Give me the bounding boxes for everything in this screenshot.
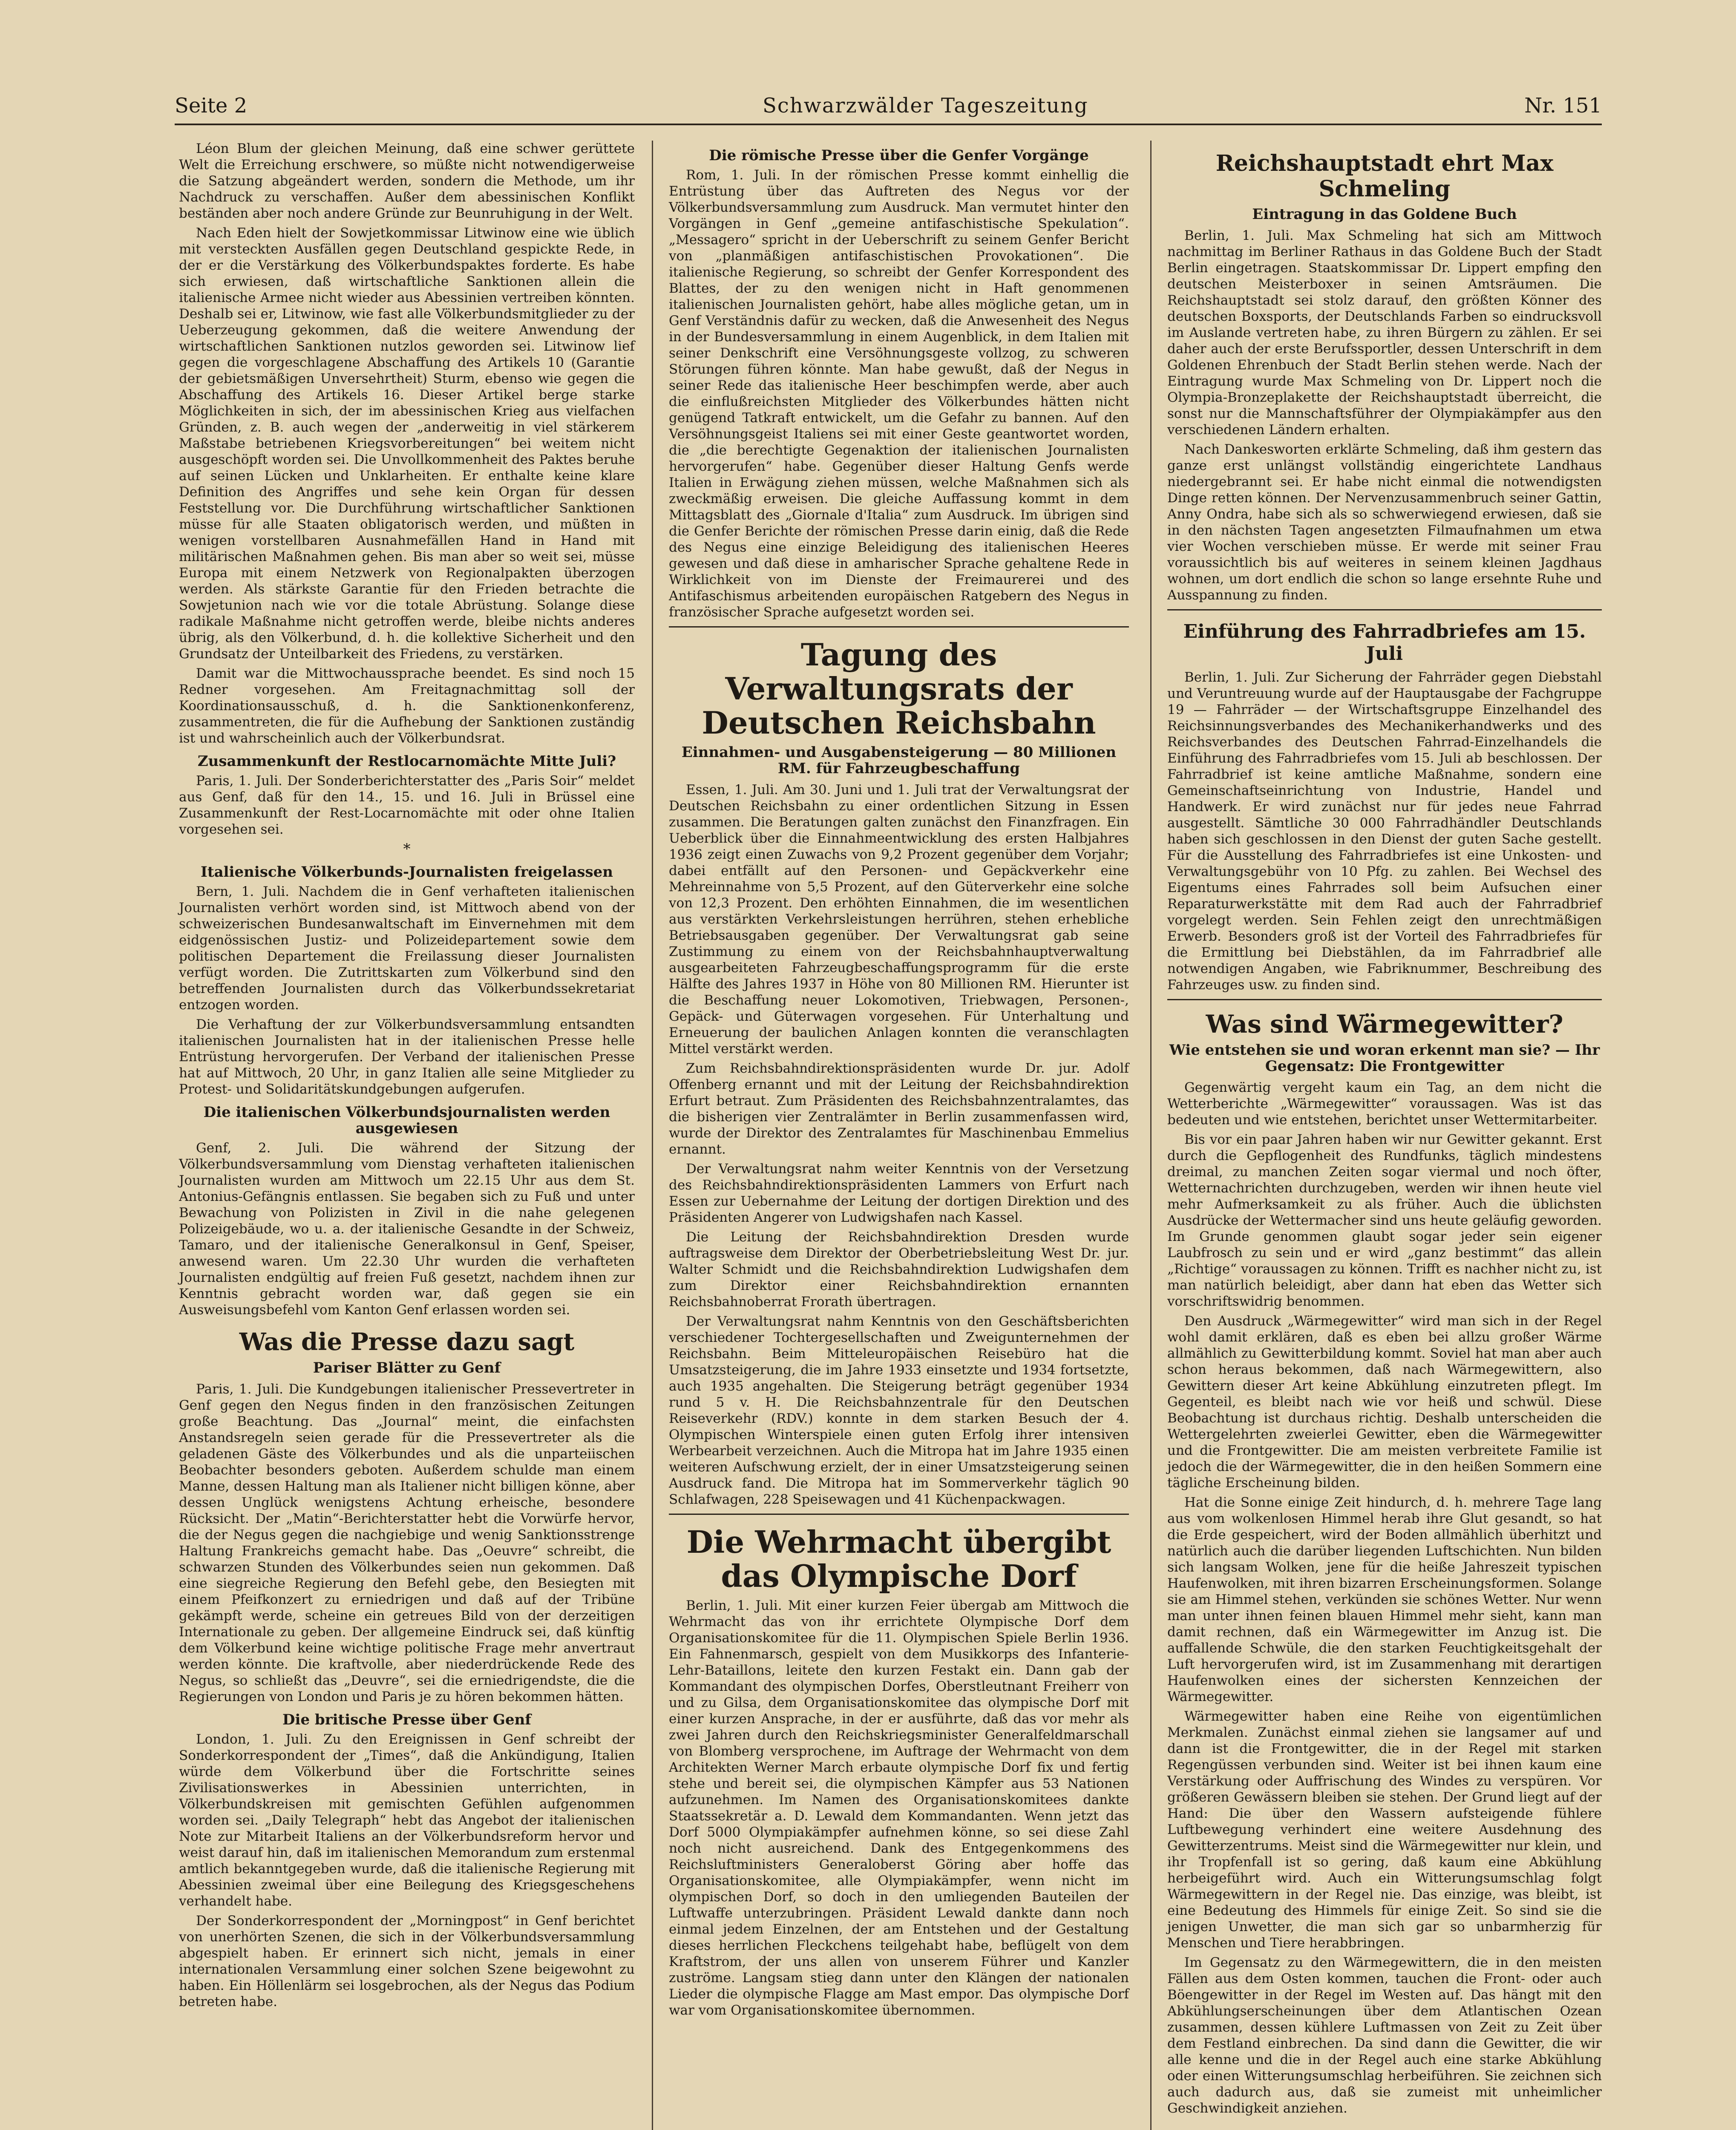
article-paragraph: Berlin, 1. Juli. Max Schmeling hat sich am Mittwoch nachmittag im Berliner Rathaus in das Goldene Buch der Stadt Berlin eingetragen. Staatskommissar Dr. Lippert empfing den deutschen Meisterboxer in seinen Amtsräumen. Die Reichshauptstadt sei stolz darauf, den größten Könner des deutschen Boxsports, der Deutschlands Farben so eindrucksvoll im Auslande vertreten habe, zu ihren Bürgern zu zählen. Er sei daher auch der erste Berufssportler, dessen Unterschrift in dem Goldenen Ehrenbuch der Stadt Berlin stehen werde. Nach der Eintragung wurde Max Schmeling von Dr. Lippert noch die Olympia-Bronzeplakette der Reichshauptstadt überreicht, die sonst nur die Mannschaftsführer der Olympiakämpfer aus den verschiedenen Ländern erhalten. [1167,228,1602,438]
column-3 [1167,141,1602,2120]
article-paragraph: Nach Eden hielt der Sowjetkommissar Litwinow eine wie üblich mit versteckten Ausfällen gegen Deutschland gespickte Rede, in der er die Verstärkung des Völkerbundspaktes forderte. Es habe sich erwiesen, daß wirtschaftliche Sanktionen allein die italienische Armee nicht wieder aus Abessinien vertreiben könnten. Deshalb sei er, Litwinow, wie fast alle Völkerbundsmitglieder zu der Ueberzeugung gekommen, daß die weitere Anwendung der wirtschaftlichen Sanktionen nutzlos geworden sei. Litwinow lief gegen die vorgeschlagene Abschaffung des Artikels 10 (Garantie der gebietsmäßigen Unversehrtheit) Sturm, ebenso wie gegen die Abschaffung des Artikels 16. Dieser Artikel berge starke Möglichkeiten in sich, der im abessinischen Krieg aus vielfachen Gründen, z. B. auch wegen der „anderweitig in viel stärkerem Maßstabe betriebenen Kriegsvorbereitungen“ bei weitem nicht ausgeschöpft worden sei. Die Unvollkommenheit des Paktes beruhe auf seinen Lücken und Unklarheiten. Er enthalte keine klare Definition des Angriffes und sehe kein Organ für dessen Feststellung vor. Die Durchführung wirtschaftlicher Sanktionen müsse für alle Staaten obligatorisch werden, und müßten in wenigen vorstellbaren Ausnahmefällen Hand in Hand mit militärischen Maßnahmen gehen. Bis man aber so weit sei, müsse Europa mit einem Netzwerk von Regionalpakten überzogen werden. Als stärkste Garantie für den Frieden betrachte die Sowjetunion nach wie vor die totale Abrüstung. Solange diese radikale Maßnahme nicht getroffen werde, bleibe nichts anderes übrig, als den Völkerbund, d. h. die kollektive Sicherheit und den Grundsatz der Unteilbarkeit des Friedens, zu verstärken. [179,225,635,662]
article-paragraph: Der Sonderkorrespondent der „Morningpost“ in Genf berichtet von unerhörten Szenen, die sich in der Völkerbundsversammlung abgespielt haben. Er erinnert sich nicht, jemals in einer internationalen Versammlung einer solchen Szene beigewohnt zu haben. Ein Höllenlärm sei losgebrochen, als der Negus das Podium betreten habe. [179,1913,635,2009]
headline-sub: Wie entstehen sie und woran erkennt man sie? — Ihr Gegensatz: Die Frontgewitter [1169,1042,1600,1075]
article-paragraph: London, 1. Juli. Zu den Ereignissen in Genf schreibt der Sonderkorrespondent der „Times“, daß die Ankündigung, Italien würde dem Völkerbund über die Fortschritte seines Zivilisationswerkes in Abessinien unterrichten, in Völkerbundskreisen mit gemischten Gefühlen aufgenommen worden sei. „Daily Telegraph“ hebt das Angebot der italienischen Note zur Mitarbeit Italiens an der Völkerbundsreform hervor und weist darauf hin, daß im italienischen Memorandum zum erstenmal amtlich bekanntgegeben wurde, daß die italienische Regierung mit Abessinien zweimal über eine Beilegung des Kriegsgeschehens verhandelt habe. [179,1732,635,1909]
article-paragraph: Zum Reichsbahndirektionspräsidenten wurde Dr. jur. Adolf Offenberg ernannt und mit der Leitung der Reichsbahndirektion Erfurt betraut. Zum Präsidenten des Reichsbahnzentralamtes, das die bisherigen vier Zentralämter in Berlin zusammenfassen wird, wurde der Direktor des Zentralamtes für Maschinenbau Emmelius ernannt. [669,1061,1129,1157]
headline: Die Wehrmacht übergibt das Olympische Dorf [686,1524,1111,1594]
subheadline: Italienische Völkerbunds-Journalisten freigelassen [200,864,613,881]
headline: Was sind Wärmegewitter? [1206,1010,1563,1039]
page-number: Seite 2 [175,94,248,118]
article-paragraph: Rom, 1. Juli. In der römischen Presse kommt einhellig die Entrüstung über das Auftreten des Negus vor der Völkerbundsversammlung zum Ausdruck. Man vermutet hinter den Vorgängen in Genf „gemeine antifaschistische Spekulation“. „Messagero“ spricht in der Ueberschrift zu seinem Genfer Bericht von „planmäßigen antifaschistischen Provokationen“. Die italienische Regierung, so schreibt der Genfer Korrespondent des Blattes, der zu den wenigen nicht in Haft genommenen italienischen Journalisten gehört, habe alles mögliche getan, um in Genf Verständnis dafür zu wecken, daß die Anwesenheit des Negus in der Bundesversammlung in einem Augenblick, in dem Italien mit seiner Denkschrift eine Versöhnungsgeste vollzog, zu schweren Störungen führen könnte. Man habe gewußt, daß der Negus in seiner Rede das italienische Heer beschimpfen werde, aber auch die einflußreichsten Mitglieder des Völkerbundes hätten nicht genügend Tatkraft entwickelt, um die Gefahr zu bannen. Auf den Versöhnungsgeist Italiens sei mit einer Geste geantwortet worden, die „die berechtigte Gegenaktion der italienischen Journalisten hervorgerufen“ habe. Gegenüber dieser Haltung Genfs werde Italien in Erwägung ziehen müssen, welche Maßnahmen sich als zweckmäßig erweisen. Die gleiche Auffassung kommt in dem Mittagsblatt des „Giornale d'Italia“ zum Ausdruck. Im übrigen sind die Genfer Berichte der römischen Presse darin einig, daß die Rede des Negus eine einzige Beleidigung des italienischen Heeres gewesen und daß diese in amharischer Sprache gehaltene Rede in Wirklichkeit von im Dienste der Freimaurerei und des Antifaschismus arbeitenden europäischen Ratgebern des Negus in französischer Sprache aufgesetzt worden sei. [669,167,1129,620]
article-divider [669,1514,1129,1515]
article-paragraph: Bern, 1. Juli. Nachdem die in Genf verhafteten italienischen Journalisten verhört worden sind, ist Mittwoch abend von der schweizerischen Bundesanwaltschaft im Einvernehmen mit dem eidgenössischen Justiz- und Polizeidepartement sowie dem politischen Departement die Freilassung dieser Journalisten verfügt worden. Die Zutrittskarten zum Völkerbund sind den betreffenden Journalisten durch das Völkerbundssekretariat entzogen worden. [179,884,635,1013]
headline-sub: Eintragung in das Goldene Buch [1252,206,1517,223]
article-paragraph: Essen, 1. Juli. Am 30. Juni und 1. Juli trat der Verwaltungsrat der Deutschen Reichsbahn zu einer ordentlichen Sitzung in Essen zusammen. Die Beratungen galten zunächst den Finanzfragen. Ein Ueberblick über die Einnahmeentwicklung des ersten Halbjahres 1936 zeigt einen Zuwachs von 9,2 Prozent gegenüber dem Vorjahr; dabei entfällt auf den Personen- und Gepäckverkehr eine Mehreinnahme von 5,5 Prozent, auf den Güterverkehr eine solche von 12,3 Prozent. Den erhöhten Einnahmen, die im wesentlichen aus verstärkten Verkehrsleistungen herrühren, stehen erhebliche Betriebsausgaben gegenüber. Der Verwaltungsrat gab seine Zustimmung zu einem von der Reichsbahnhauptverwaltung ausgearbeiteten Fahrzeugbeschaffungsprogramm für die erste Hälfte des Jahres 1937 in Höhe von 80 Millionen RM. Hierunter ist die Beschaffung neuer Lokomotiven, Triebwagen, Personen-, Gepäck- und Güterwagen vorgesehen. Für Unterhaltung und Erneuerung der baulichen Anlagen konnten die veranschlagten Mittel verstärkt werden. [669,782,1129,1056]
article-paragraph: Die Leitung der Reichsbahndirektion Dresden wurde auftragsweise dem Direktor der Oberbetriebsleitung West Dr. jur. Walter Schmidt und die Reichsbahndirektion Ludwigshafen dem zum Direktor einer Reichsbahndirektion ernannten Reichsbahnoberrat Frorath übertragen. [669,1229,1129,1310]
headline-sub: Pariser Blätter zu Genf [313,1359,501,1376]
article-paragraph: Gegenwärtig vergeht kaum ein Tag, an dem nicht die Wetterberichte „Wärmegewitter“ voraussagen. Was ist das bedeuten und wie entstehen, berichtet unser Wettermitarbeiter. [1167,1080,1602,1128]
article-paragraph: Genf, 2. Juli. Die während der Sitzung der Völkerbundsversammlung vom Dienstag verhafteten italienischen Journalisten wurden am Mittwoch um 22.15 Uhr aus dem St. Antonius-Gefängnis entlassen. Sie begaben sich zu Fuß und unter Bewachung von Polizisten in Zivil in die nahe gelegenen Polizeigebäude, wo u. a. der italienische Gesandte in der Schweiz, Tamaro, und der italienische Generalkonsul in Genf, Speiser, anwesend waren. Um 22.30 Uhr wurden die verhafteten Journalisten endgültig auf freien Fuß gesetzt, nachdem ihnen zur Kenntnis gebracht worden war, daß gegen sie ein Ausweisungsbefehl vom Kanton Genf erlassen worden sei. [179,1140,635,1318]
separator-star: * [403,840,411,858]
headline: Tagung des Verwaltungsrats der Deutschen Reichsbahn [702,636,1096,741]
article-paragraph: Hat die Sonne einige Zeit hindurch, d. h. mehrere Tage lang aus vom wolkenlosen Himmel herab ihre Glut gesandt, so hat die Erde gespeichert, wird der Boden allmählich überhitzt und natürlich auch die darüber liegenden Luftschichten. Nun bilden sich langsam Wolken, jene für die heiße Jahreszeit typischen Haufenwolken, mit ihren bizarren Erscheinungsformen. Solange sie am Himmel stehen, verkünden sie schönes Wetter. Nur wenn man unter ihnen feinen blauen Himmel mehr sieht, kann man damit rechnen, daß ein Wärmegewitter im Anzug ist. Die auffallende Schwüle, die den starken Feuchtigkeitsgehalt der Luft hervorgerufen wird, ist im Zusammenhang mit derartigen Haufenwolken eines der sichersten Kennzeichen der Wärmegewitter. [1167,1495,1602,1704]
article-divider [1167,609,1602,610]
article-paragraph: Die Verhaftung der zur Völkerbundsversammlung entsandten italienischen Journalisten hat in der italienischen Presse helle Entrüstung hervorgerufen. Der Verband der italienischen Presse hat auf Mittwoch, 20 Uhr, in ganz Italien alle seine Mitglieder zu Protest- und Solidaritätskundgebungen aufgerufen. [179,1017,635,1097]
article-divider [669,626,1129,627]
article-paragraph: Der Verwaltungsrat nahm Kenntnis von den Geschäftsberichten verschiedener Tochtergesellschaften und Zweigunternehmen der Reichsbahn. Beim Mitteleuropäischen Reisebüro hat die Umsatzsteigerung, die im Jahre 1933 einsetzte und 1934 fortsetzte, auch 1935 angehalten. Die Steigerung beträgt gegenüber 1934 rund 5 v. H. Die Reichsbahnzentrale für den Deutschen Reiseverkehr (RDV.) konnte in dem starken Besuch der 4. Olympischen Winterspiele einen guten Erfolg ihrer intensiven Werbearbeit verzeichnen. Auch die Mitropa hat im Jahre 1935 einen weiteren Aufschwung erzielt, der in einer Umsatzsteigerung seinen Ausdruck fand. Die Mitropa hat im Sommerverkehr täglich 90 Schlafwagen, 228 Speisewagen und 41 Küchenpackwagen. [669,1314,1129,1507]
article-paragraph: Bis vor ein paar Jahren haben wir nur Gewitter gekannt. Erst durch die Gepflogenheit des Rundfunks, täglich mindestens dreimal, zu manchen Zeiten sogar viermal und noch öfter, Wetternachrichten durchzugeben, werden wir ihnen heute viel mehr Aufmerksamkeit zu als früher. Auch die üblichsten Ausdrücke der Wettermacher sind uns heute geläufig geworden. Im Grunde genommen glaubt sogar jeder sein eigener Laubfrosch zu sein und er wird „ganz bestimmt“ das allein „Richtige“ voraussagen zu können. Trifft es nachher nicht zu, ist man natürlich beleidigt, aber dann hat eben das Wetter sich vorschriftswidrig benommen. [1167,1132,1602,1309]
article-paragraph: Léon Blum der gleichen Meinung, daß eine schwer gerüttete Welt die Erreichung erschwere, so müßte nicht notwendigerweise die Satzung abgeändert werden, sondern die Methode, um ihr Nachdruck zu verschaffen. Außer dem abessinischen Konflikt beständen aber noch andere Gründe zur Beunruhigung in der Welt. [179,141,635,221]
newspaper-title: Schwarzwälder Tageszeitung [763,94,1088,118]
subheadline: Die römische Presse über die Genfer Vorgänge [709,147,1089,164]
article-paragraph: Paris, 1. Juli. Der Sonderberichterstatter des „Paris Soir“ meldet aus Genf, daß für den 14., 15. und 16. Juli in Brüssel eine Zusammenkunft der Rest-Locarnomächte mit oder ohne Italien vorgesehen sei. [179,773,635,837]
issue-number: Nr. 151 [1524,94,1602,118]
headline-sub: Einnahmen- und Ausgabensteigerung — 80 Millionen RM. für Fahrzeugbeschaffung [681,744,1117,777]
article-paragraph: Den Ausdruck „Wärmegewitter“ wird man sich in der Regel wohl damit erklären, daß es eben bei allzu großer Wärme allmählich zu Gewitterbildung kommt. Soviel hat man aber auch schon heraus bekommen, daß nach Wärmegewittern, also Gewittern dieser Art keine Abkühlung einzutreten pflegt. Im Gegenteil, es bleibt nach wie vor heiß und schwül. Diese Beobachtung ist durchaus richtig. Deshalb unterscheiden die Wettergelehrten zweierlei Gewitter, eben die Wärmegewitter und die Frontgewitter. Die am meisten verbreitete Familie ist jedoch die der Wärmegewitter, die in den heißen Sommern eine tägliche Erscheinung bilden. [1167,1313,1602,1491]
column-rule-2 [1150,141,1152,2130]
article-paragraph: Berlin, 1. Juli. Zur Sicherung der Fahrräder gegen Diebstahl und Veruntreuung wurde auf der Hauptausgabe der Fachgruppe 19 — Fahrräder — der Wirtschaftsgruppe Einzelhandel des Reichsinnungsverbandes des Mechanikerhandwerks und des Reichsverbandes des Deutschen Fahrrad-Einzelhandels die Einführung des Fahrradbriefes vom 15. Juli ab beschlossen. Der Fahrradbrief ist keine amtliche Maßnahme, sondern eine Gemeinschaftseinrichtung von Industrie, Handel und Handwerk. Er wird zunächst nur für jedes neue Fahrrad ausgestellt. Sämtliche 30 000 Fahrradhändler Deutschlands haben sich geschlossen in den Dienst der guten Sache gestellt. Für die Ausstellung des Fahrradbriefes ist eine Unkosten- und Verwaltungsgebühr von 10 Pfg. zu zahlen. Bei Wechsel des Eigentums eines Fahrrades soll beim Aufsuchen einer Reparaturwerkstätte mit dem Rad auch der Fahrradbrief vorgelegt werden. Sein Fehlen zeigt den unrechtmäßigen Erwerb. Besonders groß ist der Vorteil des Fahrradbriefes für die Ermittlung bei Diebstählen, da im Fahrradbrief alle notwendigen Angaben, wie Fabriknummer, Beschreibung des Fahrzeuges usw. zu finden sind. [1167,670,1602,993]
article-paragraph: Im Gegensatz zu den Wärmegewittern, die in den meisten Fällen aus dem Osten kommen, tauchen die Front- oder auch Böengewitter in der Regel im Westen auf. Das hängt mit den Abkühlungserscheinungen über dem Atlantischen Ozean zusammen, dessen kühlere Luftmassen von Zeit zu Zeit über dem Festland einbrechen. Da sind dann die Gewitter, die wir alle kenne und die in der Regel auch eine starke Abkühlung oder einen Witterungsumschlag herbeiführen. Sie zeichnen sich auch dadurch aus, daß sie zumeist mit unheimlicher Geschwindigkeit anziehen. [1167,1955,1602,2116]
article-paragraph: Damit war die Mittwochaussprache beendet. Es sind noch 15 Redner vorgesehen. Am Freitagnachmittag soll der Koordinationsausschuß, d. h. die Sanktionenkonferenz, zusammentreten, die für die Aufhebung der Sanktionen zuständig ist und wahrscheinlich auch der Völkerbundsrat. [179,666,635,746]
headline: Was die Presse dazu sagt [239,1328,575,1356]
subheadline: Die italienischen Völkerbundsjournalisten werden ausgewiesen [203,1104,610,1137]
article-paragraph: Berlin, 1. Juli. Mit einer kurzen Feier übergab am Mittwoch die Wehrmacht das von ihr errichtete Olympische Dorf dem Organisationskomitee für die 11. Olympischen Spiele Berlin 1936. Ein Fahnenmarsch, gespielt von dem Musikkorps des Infanterie-Lehr-Bataillons, leitete den kurzen Festakt ein. Dann gab der Kommandant des olympischen Dorfes, Oberstleutnant Freiherr von und zu Gilsa, dem Organisationskomitee das olympische Dorf mit einer kurzen Ansprache, in der er ausführte, daß das vor mehr als zwei Jahren durch den Reichskriegsminister Generalfeldmarschall von Blomberg versprochene, im Auftrage der Wehrmacht von dem Architekten Werner March erbaute olympische Dorf fix und fertig stehe und bereit sei, die olympischen Kämpfer aus 53 Nationen aufzunehmen. Im Namen des Organisationskomitees dankte Staatssekretär a. D. Lewald dem Kommandanten. Wenn jetzt das Dorf 5000 Olympiakämpfer aufnehmen könne, so sei diese Zahl noch nicht ausreichend. Dank des Entgegenkommens des Reichsluftministers Generaloberst Göring aber hoffe das Organisationskomitee, alle Olympiakämpfer, wenn nicht im olympischen Dorf, so doch in den umliegenden Bauteilen der Luftwaffe unterzubringen. Präsident Lewald dankte dann noch einmal jedem Einzelnen, der am Entstehen und der Gestaltung dieses herrlichen Fleckchens teilgehabt habe, beflügelt von dem Kraftstrom, der uns allen von unserem Führer und Kanzler zuströme. Langsam stieg dann unter den Klängen der nationalen Lieder die olympische Flagge am Mast empor. Das olympische Dorf war vom Organisationskomitee übernommen. [669,1598,1129,2018]
page-header [175,77,1602,125]
headline: Reichshauptstadt ehrt Max Schmeling [1215,150,1554,202]
article-divider [1167,999,1602,1000]
article-paragraph: Der Verwaltungsrat nahm weiter Kenntnis von der Versetzung des Reichsbahndirektionspräsidenten Lammers von Erfurt nach Essen zur Uebernahme der Leitung der dortigen Direktion und des Präsidenten Angerer von Ludwigshafen nach Kassel. [669,1161,1129,1225]
column-1 [179,141,635,2013]
column-2 [669,141,1129,2022]
headline: Einführung des Fahrradbriefes am 15. Juli [1183,621,1586,665]
article-paragraph: Nach Dankesworten erklärte Schmeling, daß ihm gestern das ganze erst unlängst vollständig eingerichtete Landhaus niedergebrannt sei. Er habe nicht einmal die notwendigsten Dinge retten können. Der Nervenzusammenbruch seiner Gattin, Anny Ondra, habe sich als so schwerwiegend erwiesen, daß sie in den nächsten Tagen angesetzten Filmaufnahmen um etwa vier Wochen verschieben müsse. Er werde mit seiner Frau voraussichtlich bis auf weiteres in seinem kleinen Jagdhaus wohnen, um dort endlich die schon so lange ersehnte Ruhe und Ausspannung zu finden. [1167,442,1602,603]
column-rule-1 [652,141,653,2130]
article-paragraph: Paris, 1. Juli. Die Kundgebungen italienischer Pressevertreter in Genf gegen den Negus finden in den französischen Zeitungen große Beachtung. Das „Journal“ meint, die einfachsten Anstandsregeln seien gerade für die Pressevertreter als die geladenen Gäste des Völkerbundes und als die unparteiischen Beobachter besonders geboten. Außerdem schulde man einem Manne, dessen Haltung man als Italiener nicht billigen könne, aber dessen Unglück wenigstens Achtung erheische, besondere Rücksicht. Der „Matin“-Berichterstatter hebt die Vorwürfe hervor, die der Negus gegen die nachgiebige und wenig Sanktionsstrenge Haltung Frankreichs gemacht habe. Das „Oeuvre“ schreibt, die schwarzen Stunden des Völkerbundes seien nun gekommen. Daß eine siegreiche Regierung den Befehl gebe, den Besiegten mit einem Pfeifkonzert zu erniedrigen und daß auf der Tribüne gekämpft werde, scheine ein getreues Bild von der derzeitigen Internationale zu geben. Der allgemeine Eindruck sei, daß künftig dem Völkerbund keine wichtige politische Frage mehr anvertraut werden könnte. Die kraftvolle, aber niederdrückende Rede des Negus, so schließt das „Deuvre“, sei die erniedrigendste, die die Regierungen von London und Paris je zu hören bekommen hätten. [179,1382,635,1704]
article-paragraph: Wärmegewitter haben eine Reihe von eigentümlichen Merkmalen. Zunächst einmal ziehen sie langsamer auf und dann ist die Frontgewitter, die in der Regel mit starken Regengüssen verbunden sind. Weiter ist bei ihnen kaum eine Verstärkung oder Auffrischung des Windes zu verspüren. Vor größeren Gewässern bleiben sie stehen. Der Grund liegt auf der Hand: Die über den Wassern aufsteigende fühlere Luftbewegung verhindert eine weitere Ausdehnung des Gewitterzentrums. Meist sind die Wärmegewitter nur klein, und ihr Tropfenfall ist so gering, daß kaum eine Abkühlung herbeigeführt wird. Auch ein Witterungsumschlag folgt Wärmegewittern in der Regel nie. Das einzige, was bleibt, ist eine Bedeutung des Himmels für einige Zeit. So sind sie die jenigen Unwetter, die man sich gar so unbarmherzig für Menschen und Tiere herabbringen. [1167,1709,1602,1951]
subheadline: Zusammenkunft der Restlocarnomächte Mitte Juli? [197,753,616,770]
subheadline: Die britische Presse über Genf [282,1711,531,1728]
